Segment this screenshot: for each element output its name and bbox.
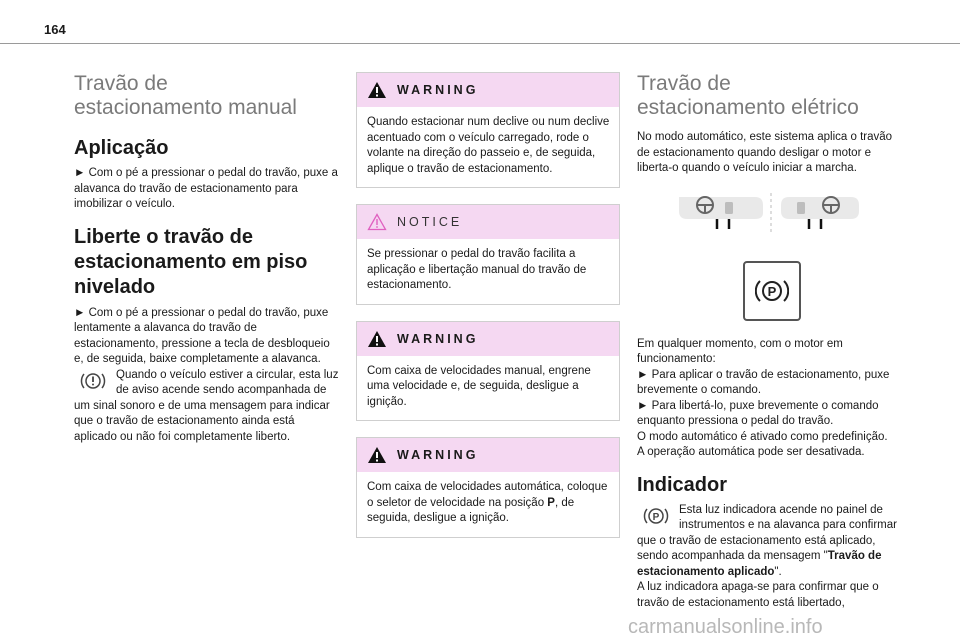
warning-header: [357, 322, 619, 356]
title-line-2: estacionamento elétrico: [637, 96, 859, 119]
parking-brake-icon: [755, 276, 789, 306]
title-electric-brake: [637, 72, 907, 120]
indicator-message: Travão de estacionamento aplicado: [637, 550, 882, 578]
application-text: ► Com o pé a pressionar o pedal do travão, puxe a alavanca do travão de estacionamento para imobilizar o veículo.: [74, 167, 338, 210]
usage-line: O modo automático é ativado como predefinição.: [637, 430, 888, 443]
parking-brake-icon: [643, 505, 669, 527]
indicator-text-part: Esta luz indicadora acende no painel de instrumentos e na alavanca para confirmar que o travão de estacionamento está aplicado, sendo acompanhada da mensagem ": [637, 503, 897, 562]
control-diagram: [637, 189, 907, 245]
warning-box: [356, 321, 620, 422]
warning-text: [357, 472, 619, 537]
brake-warning-icon: [80, 370, 106, 392]
usage-line: Em qualquer momento, com o motor em funcionamento:: [637, 337, 843, 365]
heading-indicator: Indicador: [637, 473, 728, 496]
release-note: [74, 368, 340, 446]
heading-release: Liberte o travão de estacionamento em piso nivelado: [74, 225, 308, 298]
warning-triangle-icon: [367, 446, 387, 464]
warning-box: [356, 72, 620, 188]
warning-triangle-icon: [367, 330, 387, 348]
column-manual-brake: [74, 72, 340, 445]
electric-intro: No modo automático, este sistema aplica o travão de estacionamento quando desligar o motor e liberta-o quando o veículo iniciar a marcha.: [637, 131, 893, 174]
parking-brake-panel: [743, 261, 801, 321]
warning-text: Quando estacionar num declive ou num declive acentuado com o veículo carregado, rode o volante na direção do passeio e, de seguida, aplique o travão de estacionamento.: [367, 116, 610, 175]
warning-text-part: Com caixa de velocidades automática, coloque o seletor de velocidade na posição: [367, 481, 608, 509]
warning-triangle-icon: [367, 81, 387, 99]
notice-box: [356, 204, 620, 305]
indicator-text: [637, 503, 907, 581]
gear-position: P: [547, 496, 555, 509]
warning-text-part: , de seguida, desligue a ignição.: [367, 496, 575, 524]
column-electric-brake: [637, 72, 907, 611]
brake-control-illustration: [637, 189, 907, 245]
usage-line: ► Para aplicar o travão de estacionamento, puxe brevemente o comando.: [637, 368, 890, 396]
parking-brake-glyph: P: [652, 511, 660, 523]
page-number: 164: [44, 22, 66, 37]
notice-triangle-icon: [367, 213, 387, 231]
warning-header: [357, 438, 619, 472]
title-manual-brake: [74, 72, 340, 120]
notice-text: Se pressionar o pedal do travão facilita a aplicação e libertação manual do travão de estacionamento.: [367, 248, 587, 291]
warning-label: WARNING: [397, 331, 479, 346]
indicator-text-part: ".: [774, 565, 782, 578]
warning-box: [356, 437, 620, 538]
watermark: carmanualsonline.info: [628, 616, 823, 638]
release-note-text: Quando o veículo estiver a circular, esta luz de aviso acende sendo acompanhada de um sinal sonoro e de uma mensagem para indicar que o travão de estacionamento ainda está aplicado ou não foi completamente liberto.: [74, 368, 339, 443]
heading-application: Aplicação: [74, 137, 169, 159]
indicator-text-2: A luz indicadora apaga-se para confirmar que o travão de estacionamento está libertado,: [637, 581, 879, 609]
warning-label: WARNING: [397, 83, 479, 97]
usage-line: ► Para libertá-lo, puxe brevemente o comando enquanto pressiona o pedal do travão.: [637, 399, 879, 427]
notice-label: NOTICE: [397, 215, 463, 229]
warning-text: Com caixa de velocidades manual, engrene uma velocidade e, de seguida, desligue a ignição.: [367, 364, 591, 408]
header-rule: [0, 43, 960, 44]
notice-header: [357, 205, 619, 239]
title-line-1: Travão de: [637, 72, 731, 95]
parking-brake-glyph: P: [767, 283, 777, 299]
indicator-note: [637, 503, 907, 612]
warning-header: [357, 73, 619, 107]
title-line-1: Travão de: [74, 72, 168, 95]
usage-line: A operação automática pode ser desativada.: [637, 446, 865, 458]
title-line-2: estacionamento manual: [74, 96, 297, 119]
warning-label: WARNING: [397, 448, 479, 462]
release-text: ► Com o pé a pressionar o pedal do travão, puxe lentamente a alavanca do travão de estacionamento, pressione a tecla de desbloqueio e, de seguida, baixe completamente a alavanca.: [74, 306, 330, 365]
column-boxes: [356, 72, 620, 554]
